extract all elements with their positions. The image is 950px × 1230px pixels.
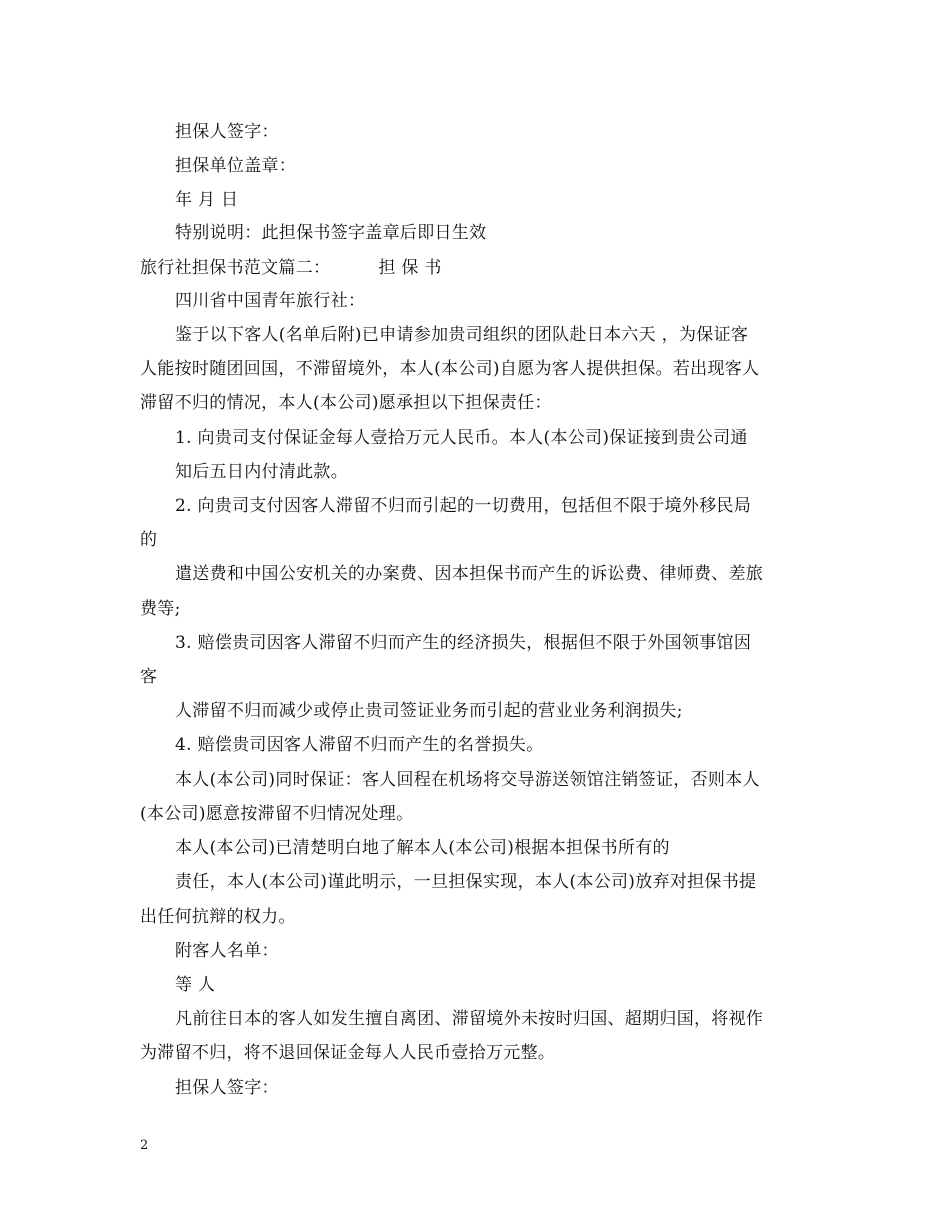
paragraph-line: 出任何抗辩的权力。 xyxy=(140,907,296,927)
clause-3-line: 人滞留不归而减少或停止贵司签证业务而引起的营业业务利润损失; xyxy=(175,701,683,721)
paragraph-line: 人能按时随团回国，不滞留境外，本人(本公司)自愿为客人提供担保。若出现客人 xyxy=(140,359,760,379)
clause-1-line: 知后五日内付清此款。 xyxy=(175,462,348,482)
guarantor-signature-label: 担保人签字： xyxy=(175,122,279,142)
section-heading xyxy=(140,257,442,279)
clause-2-line: 遣送费和中国公安机关的办案费、因本担保书而产生的诉讼费、律师费、差旅 xyxy=(175,564,764,584)
special-note: 特别说明：此担保书签字盖章后即日生效 xyxy=(175,223,487,243)
clause-3-line: 3. 赔偿贵司因客人滞留不归而产生的经济损失，根据但不限于外国领事馆因 xyxy=(175,633,752,653)
guarantor-signature-label: 担保人签字： xyxy=(175,1078,279,1098)
page-number: 2 xyxy=(140,1138,149,1153)
paragraph-line: 鉴于以下客人(名单后附)已申请参加贵司组织的团队赴日本六天 ，为保证客 xyxy=(175,325,749,345)
paragraph-line: 滞留不归的情况，本人(本公司)愿承担以下担保责任： xyxy=(140,393,552,413)
section-title: 旅行社担保书范文篇二： xyxy=(140,258,331,278)
guest-list-label: 附客人名单： xyxy=(175,941,279,961)
document-title: 担 保 书 xyxy=(378,258,442,278)
paragraph-line: 本人(本公司)同时保证：客人回程在机场将交导游送领馆注销签证，否则本人 xyxy=(175,770,760,790)
addressee: 四川省中国青年旅行社： xyxy=(175,291,366,311)
paragraph-line: 责任，本人(本公司)谨此明示，一旦担保实现，本人(本公司)放弃对担保书提 xyxy=(175,872,757,892)
clause-1-line: 1. 向贵司支付保证金每人壹拾万元人民币。本人(本公司)保证接到贵公司通 xyxy=(175,428,748,448)
clause-2-line: 的 xyxy=(140,530,158,550)
paragraph-line: 本人(本公司)已清楚明白地了解本人(本公司)根据本担保书所有的 xyxy=(175,838,670,858)
guarantor-unit-seal-label: 担保单位盖章： xyxy=(175,156,297,176)
clause-2-line: 费等; xyxy=(140,599,181,619)
clause-4-line: 4. 赔偿贵司因客人滞留不归而产生的名誉损失。 xyxy=(175,735,544,755)
paragraph-line: 为滞留不归，将不退回保证金每人人民币壹拾万元整。 xyxy=(140,1043,556,1063)
clause-3-line: 客 xyxy=(140,667,158,687)
paragraph-line: 凡前往日本的客人如发生擅自离团、滞留境外未按时归国、超期归国，将视作 xyxy=(175,1009,764,1029)
date-line: 年 月 日 xyxy=(175,190,239,210)
paragraph-line: (本公司)愿意按滞留不归情况处理。 xyxy=(140,804,414,824)
clause-2-line: 2. 向贵司支付因客人滞留不归而引起的一切费用，包括但不限于境外移民局 xyxy=(175,496,752,516)
guest-count-line: 等 人 xyxy=(175,975,216,995)
